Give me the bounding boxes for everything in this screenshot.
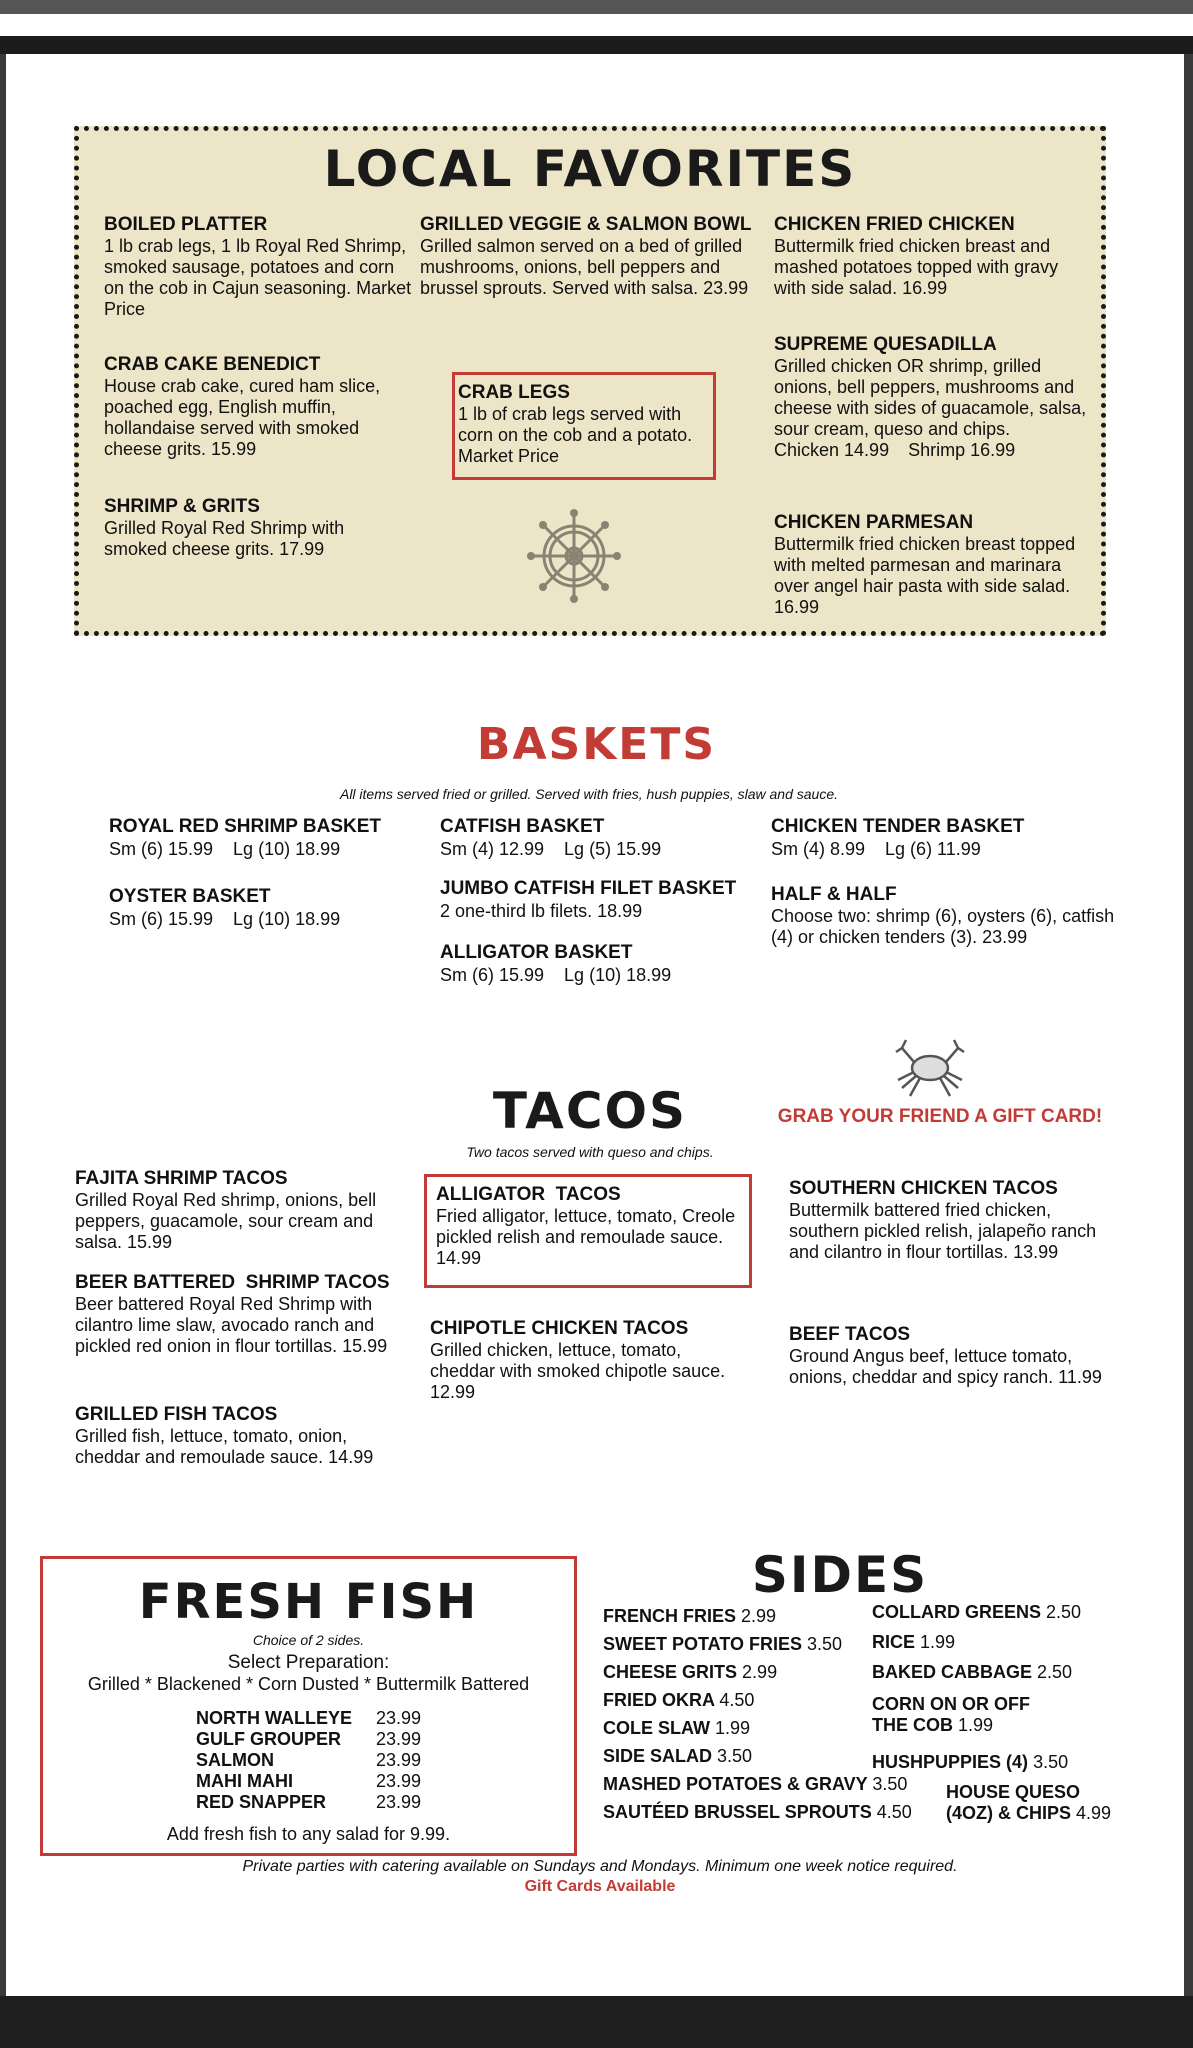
chicken-tender-basket-item	[771, 816, 1024, 860]
item-desc: Grilled chicken, lettuce, tomato, cheddar with smoked chipotle sauce. 12.99	[430, 1340, 726, 1402]
chicken-price: Chicken 14.99	[774, 440, 890, 460]
dark-band	[0, 36, 1193, 54]
side-price: 3.50	[872, 1774, 908, 1794]
ship-wheel-icon	[526, 508, 622, 604]
item-price: Sm (6) 15.99 Lg (10) 18.99	[440, 965, 672, 985]
side-item	[603, 1634, 842, 1655]
item-name: SOUTHERN CHICKEN TACOS	[789, 1178, 1058, 1199]
local-favorites-title: LOCAL FAVORITES	[323, 140, 857, 198]
item-price: 2 one-third lb filets. 18.99	[440, 901, 643, 921]
item-desc: 1 lb crab legs, 1 lb Royal Red Shrimp, smoked sausage, potatoes and corn on the cob in Cajun seasoning. Market Price	[104, 236, 412, 319]
item-price: Sm (6) 15.99 Lg (10) 18.99	[109, 839, 341, 859]
item-name: FAJITA SHRIMP TACOS	[75, 1168, 288, 1189]
preparation-options: Grilled * Blackened * Corn Dusted * Buttermilk Battered	[87, 1674, 530, 1694]
catfish-basket-item	[440, 816, 661, 860]
side-item	[603, 1774, 907, 1795]
item-name: CRAB LEGS	[458, 382, 570, 403]
side-name: THE COB	[872, 1715, 953, 1735]
quesadilla-prices	[774, 440, 1089, 461]
side-item	[603, 1802, 912, 1823]
item-price: Sm (4) 8.99 Lg (6) 11.99	[771, 839, 981, 859]
fish-row	[196, 1729, 476, 1750]
item-name: GRILLED FISH TACOS	[75, 1404, 278, 1425]
item-desc: Grilled salmon served on a bed of grilled mushrooms, onions, bell peppers and brussel sprouts. Served with salsa. 23.99	[420, 236, 749, 298]
side-name: MASHED POTATOES & GRAVY	[603, 1774, 868, 1794]
oyster-basket-item	[109, 886, 340, 930]
fish-price: 23.99	[376, 1771, 422, 1791]
side-item	[872, 1662, 1072, 1683]
item-name: BOILED PLATTER	[104, 214, 268, 235]
side-name: HUSHPUPPIES (4)	[872, 1752, 1029, 1772]
chicken-fried-chicken-item	[774, 214, 1084, 299]
item-name: JUMBO CATFISH FILET BASKET	[440, 878, 737, 899]
item-name: BEER BATTERED SHRIMP TACOS	[75, 1272, 390, 1293]
half-and-half-item	[771, 884, 1126, 948]
side-price: 1.99	[715, 1718, 751, 1738]
side-name: BAKED CABBAGE	[872, 1662, 1033, 1682]
item-name: ALLIGATOR BASKET	[440, 942, 633, 963]
side-price: 4.50	[876, 1802, 912, 1822]
chipotle-tacos-item	[430, 1318, 735, 1403]
fish-price: 23.99	[376, 1792, 422, 1812]
fish-price: 23.99	[376, 1729, 422, 1749]
beef-tacos-item	[789, 1324, 1109, 1388]
tacos-note: Two tacos served with queso and chips.	[466, 1144, 714, 1160]
side-item	[872, 1602, 1081, 1623]
side-item	[603, 1718, 750, 1739]
alligator-tacos-item	[436, 1184, 736, 1269]
top-bar	[0, 0, 1193, 14]
item-name: BEEF TACOS	[789, 1324, 911, 1345]
side-price: 2.50	[1046, 1602, 1082, 1622]
side-price: 3.50	[1033, 1752, 1069, 1772]
chicken-parmesan-item	[774, 512, 1084, 618]
fish-row	[196, 1750, 476, 1771]
crab-legs-item	[458, 382, 708, 467]
side-price: 3.50	[717, 1746, 753, 1766]
side-price: 2.50	[1037, 1662, 1073, 1682]
fish-list	[196, 1708, 476, 1813]
item-desc: Buttermilk fried chicken breast topped with melted parmesan and marinara over angel hair pasta with side salad. 16.99	[774, 534, 1076, 617]
select-preparation-label: Select Preparation:	[227, 1652, 390, 1673]
item-desc: Ground Angus beef, lettuce tomato, onions, cheddar and spicy ranch. 11.99	[789, 1346, 1102, 1387]
side-item	[872, 1752, 1068, 1773]
fish-name: GULF GROUPER	[196, 1729, 342, 1749]
shrimp-price: Shrimp 16.99	[908, 440, 1016, 460]
item-desc: House crab cake, cured ham slice, poached egg, English muffin, hollandaise served with smoked cheese grits. 15.99	[104, 376, 381, 459]
fajita-tacos-item	[75, 1168, 380, 1253]
side-item	[603, 1606, 776, 1627]
side-name: SIDE SALAD	[603, 1746, 713, 1766]
side-name: SWEET POTATO FRIES	[603, 1634, 803, 1654]
grilled-fish-tacos-item	[75, 1404, 410, 1468]
side-item	[872, 1632, 955, 1653]
item-name: CATFISH BASKET	[440, 816, 605, 837]
side-name: RICE	[872, 1632, 916, 1652]
side-price: 2.99	[742, 1662, 778, 1682]
side-item-corn	[872, 1694, 1030, 1736]
gift-card-promo: GRAB YOUR FRIEND A GIFT CARD!	[777, 1106, 1103, 1127]
item-desc: Grilled fish, lettuce, tomato, onion, cheddar and remoulade sauce. 14.99	[75, 1426, 374, 1467]
side-name: SAUTÉED BRUSSEL SPROUTS	[603, 1802, 872, 1822]
side-item	[603, 1746, 752, 1767]
veggie-salmon-item	[420, 214, 760, 299]
side-price: 4.50	[719, 1690, 755, 1710]
side-name: COLE SLAW	[603, 1718, 710, 1738]
sides-title: SIDES	[751, 1546, 929, 1604]
item-desc: Grilled Royal Red Shrimp with smoked cheese grits. 17.99	[104, 518, 345, 559]
baskets-note: All items served fried or grilled. Served with fries, hush puppies, slaw and sauce.	[339, 786, 838, 802]
item-name: CHICKEN FRIED CHICKEN	[774, 214, 1015, 235]
item-price: Sm (4) 12.99 Lg (5) 15.99	[440, 839, 662, 859]
southern-tacos-item	[789, 1178, 1109, 1263]
item-desc: Choose two: shrimp (6), oysters (6), catfish (4) or chicken tenders (3). 23.99	[771, 906, 1115, 947]
add-fish-note: Add fresh fish to any salad for 9.99.	[166, 1824, 451, 1844]
item-name: SHRIMP & GRITS	[104, 496, 260, 517]
side-item	[603, 1662, 777, 1683]
item-desc: Grilled chicken OR shrimp, grilled onions, bell peppers, mushrooms and cheese with sides of guacamole, salsa, sour cream, queso and chips.	[774, 356, 1087, 439]
gift-cards-available: Gift Cards Available	[524, 1878, 676, 1895]
fish-name: MAHI MAHI	[196, 1771, 293, 1791]
item-price: Sm (6) 15.99 Lg (10) 18.99	[109, 909, 341, 929]
item-name: GRILLED VEGGIE & SALMON BOWL	[420, 214, 752, 235]
royal-red-basket-item	[109, 816, 381, 860]
alligator-basket-item	[440, 942, 671, 986]
fish-price: 23.99	[376, 1750, 422, 1770]
shrimp-grits-item	[104, 496, 404, 560]
fish-name: NORTH WALLEYE	[196, 1708, 352, 1728]
item-desc: Buttermilk battered fried chicken, southern pickled relish, jalapeño ranch and cilantro in flour tortillas. 13.99	[789, 1200, 1097, 1262]
side-price: 1.99	[920, 1632, 956, 1652]
side-name: COLLARD GREENS	[872, 1602, 1042, 1622]
side-item-queso	[872, 1782, 1111, 1824]
item-desc: Buttermilk fried chicken breast and mashed potatoes topped with gravy with side salad. 16.99	[774, 236, 1059, 298]
boiled-platter-item	[104, 214, 414, 320]
side-price: 1.99	[958, 1715, 994, 1735]
item-name: OYSTER BASKET	[109, 886, 271, 907]
fish-row	[196, 1708, 476, 1729]
item-desc: Grilled Royal Red shrimp, onions, bell peppers, guacamole, sour cream and salsa. 15.99	[75, 1190, 377, 1252]
item-desc: Beer battered Royal Red Shrimp with cilantro lime slaw, avocado ranch and pickled red onion in flour tortillas. 15.99	[75, 1294, 388, 1356]
side-price: 3.50	[807, 1634, 843, 1654]
side-name: FRIED OKRA	[603, 1690, 715, 1710]
side-price: 4.99	[1076, 1803, 1112, 1823]
fish-price: 23.99	[376, 1708, 422, 1728]
fish-name: RED SNAPPER	[196, 1792, 327, 1812]
fresh-fish-title: FRESH FISH	[138, 1574, 479, 1630]
item-desc: 1 lb of crab legs served with corn on the cob and a potato. Market Price	[458, 404, 693, 466]
side-price: 2.99	[741, 1606, 777, 1626]
fresh-fish-choice-note: Choice of 2 sides.	[252, 1632, 365, 1648]
item-name: HALF & HALF	[771, 884, 897, 905]
footer-note: Private parties with catering available on Sundays and Mondays. Minimum one week notice required.	[242, 1858, 958, 1875]
item-name: ALLIGATOR TACOS	[436, 1184, 621, 1205]
fish-row	[196, 1771, 476, 1792]
item-name: CHICKEN TENDER BASKET	[771, 816, 1025, 837]
beer-battered-tacos-item	[75, 1272, 400, 1357]
side-item	[603, 1690, 754, 1711]
supreme-quesadilla-item	[774, 334, 1089, 461]
item-name: CHIPOTLE CHICKEN TACOS	[430, 1318, 689, 1339]
fish-name: SALMON	[196, 1750, 274, 1770]
bottom-bar	[0, 1996, 1193, 2048]
fish-row	[196, 1792, 476, 1813]
item-name: SUPREME QUESADILLA	[774, 334, 997, 355]
top-strip	[0, 14, 1193, 36]
baskets-title: BASKETS	[476, 719, 717, 770]
crab-cake-benedict-item	[104, 354, 414, 460]
side-name: (4OZ) & CHIPS	[946, 1803, 1072, 1823]
tacos-title: TACOS	[492, 1082, 688, 1140]
side-name: HOUSE QUESO	[946, 1782, 1081, 1802]
side-name: FRENCH FRIES	[603, 1606, 737, 1626]
jumbo-catfish-basket-item	[440, 878, 736, 922]
item-name: ROYAL RED SHRIMP BASKET	[109, 816, 382, 837]
item-name: CRAB CAKE BENEDICT	[104, 354, 321, 375]
side-name: CHEESE GRITS	[603, 1662, 738, 1682]
side-name: CORN ON OR OFF	[872, 1694, 1030, 1714]
crab-icon	[888, 1030, 972, 1102]
item-name: CHICKEN PARMESAN	[774, 512, 974, 533]
item-desc: Fried alligator, lettuce, tomato, Creole pickled relish and remoulade sauce. 14.99	[436, 1206, 736, 1268]
